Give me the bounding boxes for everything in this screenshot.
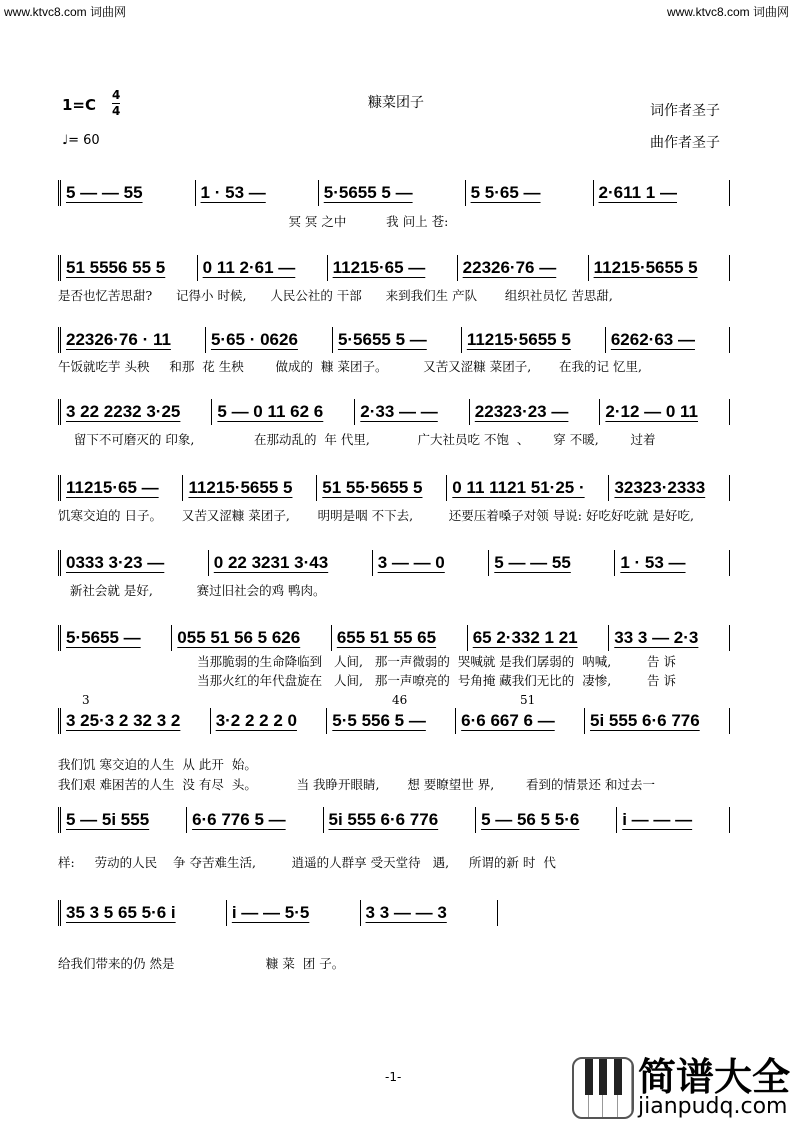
note-annotation: 3 (82, 693, 90, 707)
lyric-line: 新社会就 是好, 赛过旧社会的鸡 鸭肉。 (58, 583, 326, 598)
measure: 1 · 53 — (615, 550, 730, 576)
lyric-line: 当那火红的年代盘旋在 人间, 那一声嘹亮的 号角掩 藏我们无比的 凄惨, 告 诉 (58, 673, 676, 688)
measure: 5·5 556 5 — (327, 708, 456, 734)
measure: 11215·5655 5 (183, 475, 317, 501)
staff-row (58, 327, 730, 353)
staff-row (58, 807, 730, 833)
measure: 11215·65 — (58, 475, 183, 501)
measure: 655 51 55 65 (332, 625, 468, 651)
measure: 32323·2333 (609, 475, 730, 501)
lyric-line: 我们饥 寒交迫的人生 从 此开 始。 (58, 757, 257, 772)
lyric-line: 饥寒交迫的 日子。 又苦又涩糠 菜团子, 明明是咽 不下去, 还要压着嗓子对领 导说: 好吃好吃就 是好吃, (58, 508, 694, 523)
logo-cn: 简谱大全 (638, 1055, 791, 1099)
measure: 0 11 1121 51·25 · (447, 475, 609, 501)
measure: 65 2·332 1 21 (468, 625, 610, 651)
time-bottom: 4 (112, 104, 121, 118)
measure: 5 — 0 11 62 6 (212, 399, 355, 425)
measure: 22326·76 — (458, 255, 589, 281)
measure: 5·5655 5 — (333, 327, 462, 353)
measure: i — — 5·5 (227, 900, 361, 926)
measure: 11215·5655 5 (462, 327, 606, 353)
measure: 2·12 — 0 11 (600, 399, 730, 425)
measure: 5 — 5i 555 (58, 807, 187, 833)
staff-row (58, 399, 730, 425)
measure: 2·611 1 — (594, 180, 730, 206)
measure: 3·2 2 2 2 0 (211, 708, 328, 734)
staff-row (58, 550, 730, 576)
measure: 0 22 3231 3·43 (209, 550, 373, 576)
note-annotation: 51 (520, 693, 536, 707)
measure: 3 22 2232 3·25 (58, 399, 212, 425)
measure: 51 5556 55 5 (58, 255, 198, 281)
measure: 22323·23 — (470, 399, 601, 425)
measure: 6262·63 — (606, 327, 730, 353)
staff-row (58, 475, 730, 501)
measure: 3 3 — — 3 (361, 900, 498, 926)
logo-en: jianpudq.com (638, 1094, 788, 1119)
lyric-line: 样: 劳动的人民 争 夺苦难生活, 逍遥的人群享 受天堂待 遇, 所谓的新 时 代 (58, 855, 556, 870)
measure: 5 — 56 5 5·6 (476, 807, 617, 833)
key-signature: 1=C (62, 96, 97, 114)
measure: 5 5·65 — (466, 180, 594, 206)
lyric-line: 午饭就吃芋 头秧 和那 花 生秧 做成的 糠 菜团子。 又苦又涩糠 菜团子, 在我的记 忆里, (58, 359, 642, 374)
measure: 6·6 667 6 — (456, 708, 585, 734)
watermark-right: www.ktvc8.com 词曲网 (666, 5, 789, 19)
site-logo (572, 1057, 790, 1119)
staff-row (58, 900, 498, 926)
measure: 51 55·5655 5 (317, 475, 447, 501)
staff-row (58, 180, 730, 206)
song-title: 糠菜团子 (368, 95, 424, 111)
staff-row (58, 708, 730, 734)
staff-row (58, 625, 730, 651)
page-number: -1- (385, 1070, 402, 1084)
staff-row (58, 255, 730, 281)
measure: i — — — (617, 807, 730, 833)
measure: 5·5655 — (58, 625, 172, 651)
measure: 5·5655 5 — (319, 180, 466, 206)
time-top: 4 (112, 88, 121, 102)
measure: 2·33 — — (355, 399, 470, 425)
lyric-line: 我们艰 难困苦的人生 没 有尽 头。 当 我睁开眼睛, 想 要瞭望世 界, 看到的情景还 和过去一 (58, 777, 656, 792)
composer: 曲作者圣子 (650, 135, 720, 151)
measure: 33 3 — 2·3 (609, 625, 730, 651)
note-annotation: 46 (392, 693, 408, 707)
measure: 3 25·3 2 32 3 2 (58, 708, 211, 734)
lyric-line: 给我们带来的仍 然是 糠 菜 团 子。 (58, 956, 345, 971)
measure: 35 3 5 65 5·6 i (58, 900, 227, 926)
measure: 11215·65 — (328, 255, 458, 281)
measure: 3 — — 0 (373, 550, 490, 576)
piano-icon (572, 1057, 634, 1119)
measure: 5i 555 6·6 776 (324, 807, 477, 833)
measure: 11215·5655 5 (589, 255, 730, 281)
measure: 5 — — 55 (489, 550, 615, 576)
time-signature (112, 88, 120, 119)
measure: 5i 555 6·6 776 (585, 708, 730, 734)
measure: 0 11 2·61 — (198, 255, 328, 281)
measure: 1 · 53 — (196, 180, 319, 206)
measure: 6·6 776 5 — (187, 807, 323, 833)
lyricist: 词作者圣子 (650, 103, 720, 119)
lyric-line: 留下不可磨灭的 印象, 在那动乱的 年 代里, 广大社员吃 不饱 、 穿 不暖, 过着 (58, 432, 656, 447)
tempo-marking: ♩= 60 (62, 133, 100, 148)
lyric-line: 是否也忆苦思甜? 记得小 时候, 人民公社的 干部 来到我们生 产队 组织社员忆 苦思甜, (58, 288, 613, 303)
lyric-line: 冥 冥 之中 我 问上 苍: (58, 214, 449, 229)
lyric-line: 当那脆弱的生命降临到 人间, 那一声微弱的 哭喊就 是我们孱弱的 呐喊, 告 诉 (58, 654, 676, 669)
measure: 22326·76 · 11 (58, 327, 206, 353)
measure: 0333 3·23 — (58, 550, 209, 576)
measure: 5·65 · 0626 (206, 327, 333, 353)
measure: 055 51 56 5 626 (172, 625, 332, 651)
measure: 5 — — 55 (58, 180, 196, 206)
watermark-left: www.ktvc8.com 词曲网 (4, 5, 127, 19)
